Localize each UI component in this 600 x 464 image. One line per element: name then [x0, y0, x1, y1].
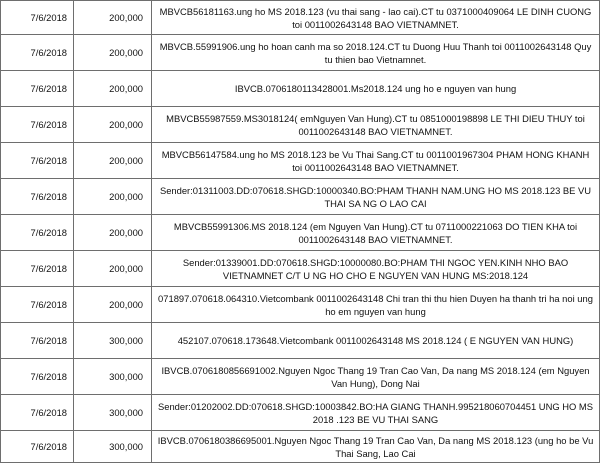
amount-cell: 200,000 — [74, 35, 152, 71]
description-cell: MBVCB55991306.MS 2018.124 (em Nguyen Van Hung).CT tu 0711000221063 DO TIEN KHA toi 0011002643148 BAO VIETNAMNET. — [152, 215, 600, 251]
table-row — [1, 323, 600, 359]
table-row — [1, 179, 600, 215]
date-cell: 7/6/2018 — [1, 107, 74, 143]
description-cell: IBVCB.0706180856691002.Nguyen Ngoc Thang 19 Tran Cao Van, Da nang MS 2018.124 (em Nguyen Van Hung), Dong Nai — [152, 359, 600, 395]
table-row — [1, 71, 600, 107]
date-cell: 7/6/2018 — [1, 1, 74, 35]
amount-cell: 300,000 — [74, 431, 152, 463]
description-cell: MBVCB.55991906.ung ho hoan canh ma so 2018.124.CT tu Duong Huu Thanh toi 0011002643148 Quy tu thien bao Vietnamnet. — [152, 35, 600, 71]
amount-cell: 300,000 — [74, 395, 152, 431]
amount-cell: 200,000 — [74, 251, 152, 287]
description-cell: MBVCB55987559.MS3018124( emNguyen Van Hung).CT tu 0851000198898 LE THI DIEU THUY toi 0011002643148 BAO VIETNAMNET. — [152, 107, 600, 143]
date-cell: 7/6/2018 — [1, 287, 74, 323]
date-cell: 7/6/2018 — [1, 251, 74, 287]
description-cell: MBVCB56181163.ung ho MS 2018.123 (vu thai sang - lao cai).CT tu 0371000409064 LE DINH CUONG toi 0011002643148 BAO VIETNAMNET. — [152, 1, 600, 35]
table-row — [1, 1, 600, 35]
table-row — [1, 251, 600, 287]
description-cell: IBVCB.0706180386695001.Nguyen Ngoc Thang 19 Tran Cao Van, Da nang MS 2018.123 (ung ho be Vu Thai Sang, Lao Cai — [152, 431, 600, 463]
date-cell: 7/6/2018 — [1, 179, 74, 215]
table-row — [1, 359, 600, 395]
table-row — [1, 395, 600, 431]
description-cell: IBVCB.0706180113428001.Ms2018.124 ung ho e nguyen van hung — [152, 71, 600, 107]
date-cell: 7/6/2018 — [1, 395, 74, 431]
description-cell: 452107.070618.173648.Vietcombank 0011002643148 MS 2018.124 ( E NGUYEN VAN HUNG) — [152, 323, 600, 359]
date-cell: 7/6/2018 — [1, 359, 74, 395]
date-cell: 7/6/2018 — [1, 431, 74, 463]
table-row — [1, 143, 600, 179]
amount-cell: 200,000 — [74, 107, 152, 143]
amount-cell: 200,000 — [74, 143, 152, 179]
description-cell: Sender:01202002.DD:070618.SHGD:10003842.BO:HA GIANG THANH.995218060704451 UNG HO MS 2018 .123 BE VU THAI SANG — [152, 395, 600, 431]
table-row — [1, 287, 600, 323]
date-cell: 7/6/2018 — [1, 35, 74, 71]
date-cell: 7/6/2018 — [1, 323, 74, 359]
amount-cell: 200,000 — [74, 71, 152, 107]
date-cell: 7/6/2018 — [1, 215, 74, 251]
description-cell: MBVCB56147584.ung ho MS 2018.123 be Vu Thai Sang.CT tu 0011001967304 PHAM HONG KHANH toi 0011002643148 BAO VIETNAMNET. — [152, 143, 600, 179]
table-row — [1, 215, 600, 251]
amount-cell: 200,000 — [74, 215, 152, 251]
amount-cell: 200,000 — [74, 287, 152, 323]
description-cell: Sender:01311003.DD:070618.SHGD:10000340.BO:PHAM THANH NAM.UNG HO MS 2018.123 BE VU THAI SA NG O LAO CAI — [152, 179, 600, 215]
table-row — [1, 35, 600, 71]
amount-cell: 200,000 — [74, 1, 152, 35]
amount-cell: 200,000 — [74, 179, 152, 215]
amount-cell: 300,000 — [74, 323, 152, 359]
date-cell: 7/6/2018 — [1, 143, 74, 179]
table-row — [1, 431, 600, 463]
description-cell: 071897.070618.064310.Vietcombank 0011002643148 Chi tran thi thu hien Duyen ha thanh tri ha noi ung ho em nguyen van hung — [152, 287, 600, 323]
table-row — [1, 107, 600, 143]
amount-cell: 300,000 — [74, 359, 152, 395]
description-cell: Sender:01339001.DD:070618.SHGD:10000080.BO:PHAM THI NGOC YEN.KINH NHO BAO VIETNAMNET C/T U NG HO CHO E NGUYEN VAN HUNG MS:2018.124 — [152, 251, 600, 287]
date-cell: 7/6/2018 — [1, 71, 74, 107]
